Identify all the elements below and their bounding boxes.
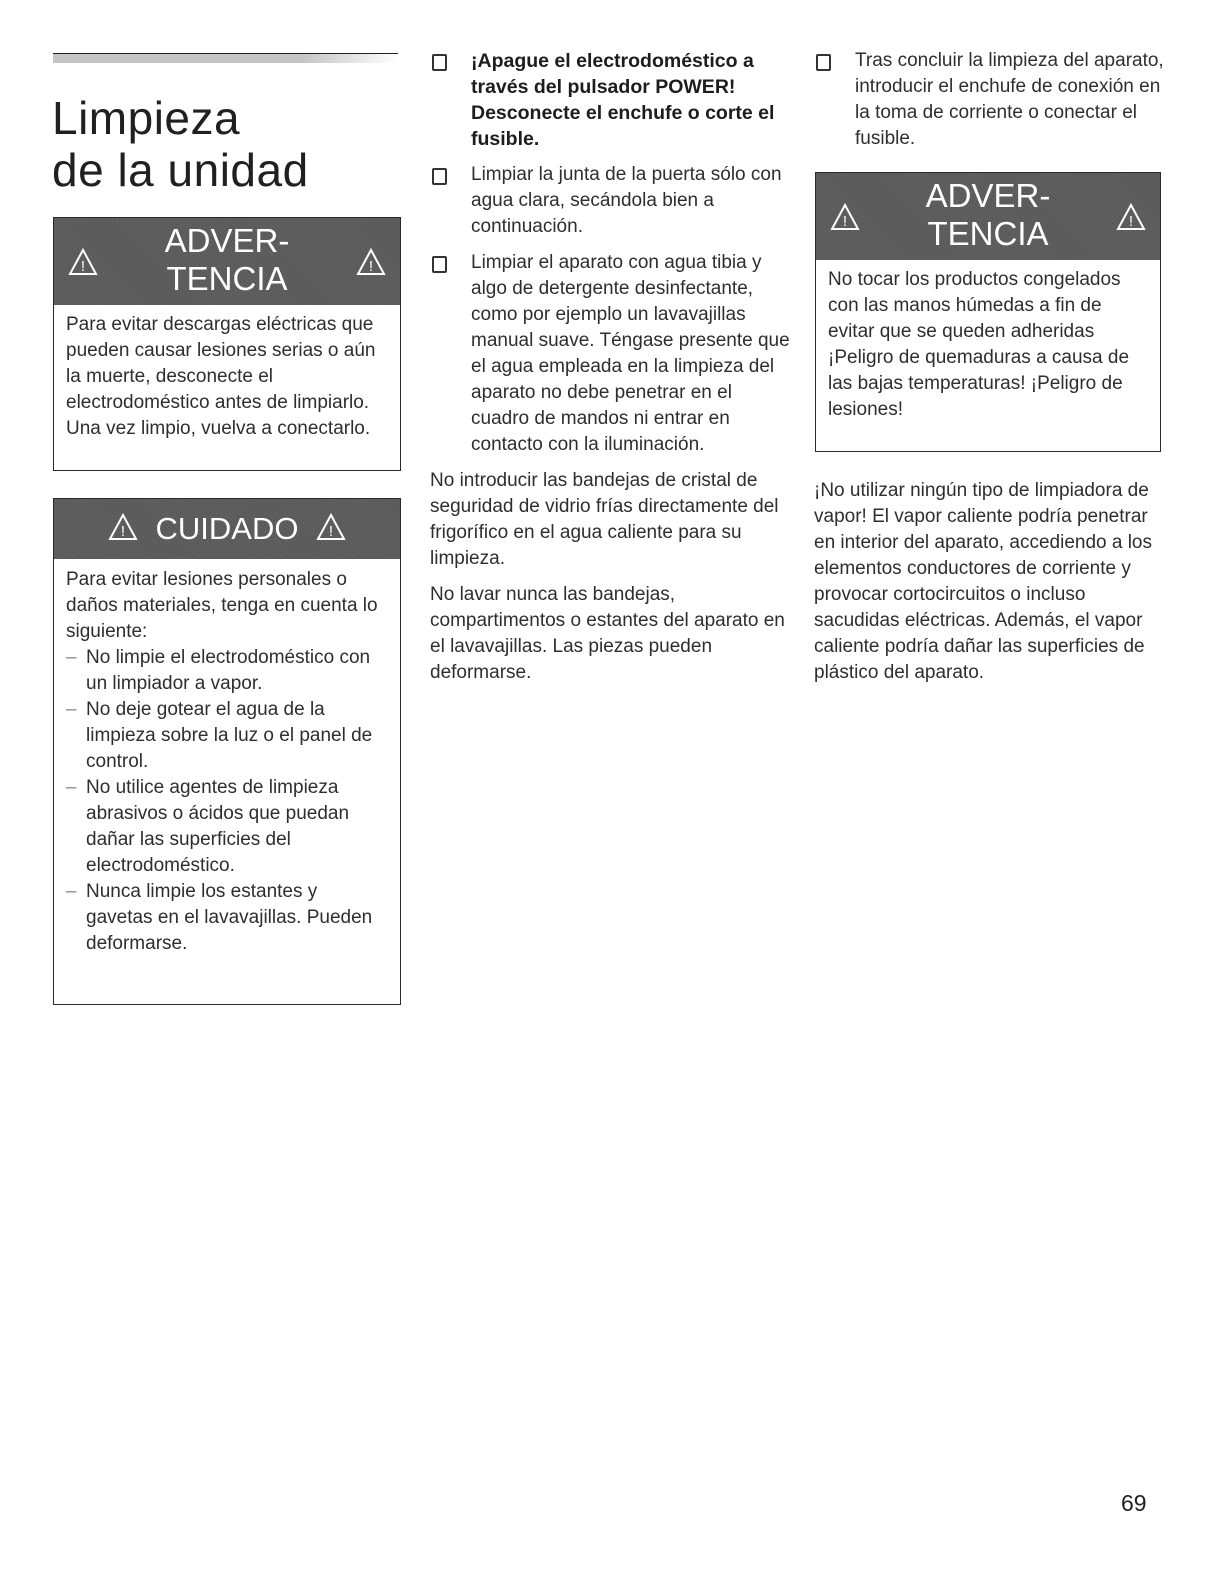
warning-triangle-icon	[316, 513, 346, 541]
svg-text:!: !	[1128, 212, 1134, 230]
warning-text: Para evitar descargas eléctricas que pueden causar lesiones serias o aún la muerte, desconecte el electrodoméstico antes de limpiarlo. Una vez limpio, vuelva a conectarlo.	[66, 314, 376, 439]
warning-header	[816, 173, 1160, 260]
step-item: Tras concluir la limpieza del aparato, introducir el enchufe de conexión en la toma de corriente o conectar el fusible.	[814, 48, 1164, 152]
warning-triangle-icon	[356, 248, 386, 276]
list-item: – Nunca limpie los estantes y gavetas en el lavavajillas. Pueden deformarse.	[66, 881, 373, 954]
caution-box	[53, 498, 401, 1005]
svg-text:!: !	[842, 212, 848, 230]
svg-text:!: !	[120, 523, 125, 540]
title-line-1: Limpieza	[52, 92, 241, 144]
warning-text: No tocar los productos congelados con las manos húmedas a fin de evitar que se queden adheridas ¡Peligro de quemaduras a causa de las bajas temperaturas! ¡Peligro de lesiones!	[828, 269, 1130, 420]
title-line-2: de la unidad	[52, 144, 309, 196]
warning-triangle-icon	[108, 513, 138, 541]
page-title	[52, 92, 309, 196]
checkbox-icon	[432, 168, 447, 185]
list-item: – No limpie el electrodoméstico con un limpiador a vapor.	[66, 647, 371, 694]
caution-intro: Para evitar lesiones personales o daños materiales, tenga en cuenta lo siguiente:	[66, 569, 378, 642]
step-item: Limpiar la junta de la puerta sólo con agua clara, secándola bien a continuación.	[430, 162, 790, 240]
svg-text:!: !	[368, 257, 374, 275]
caution-heading: CUIDADO	[155, 511, 299, 546]
svg-text:!: !	[329, 523, 334, 540]
warning-heading-line-1: ADVER-	[925, 177, 1051, 214]
right-paragraph-block	[814, 478, 1162, 696]
warning-heading-line-2: TENCIA	[166, 260, 288, 297]
warning-header	[54, 218, 400, 305]
warning-heading-line-1: ADVER-	[164, 222, 290, 259]
warning-triangle-icon	[68, 248, 98, 276]
paragraph: ¡No utilizar ningún tipo de limpiadora de vapor! El vapor caliente podría penetrar en interior del aparato, accediendo a los elementos conductores de corriente y provocar cortocircuitos o incluso sacudidas eléctricas. Además, el vapor caliente podría dañar las superficies de plástico del aparato.	[814, 480, 1153, 683]
list-item: – No deje gotear el agua de la limpieza sobre la luz o el panel de control.	[66, 699, 373, 772]
warning-box-left	[53, 217, 401, 471]
warning-body	[54, 305, 400, 448]
svg-text:!: !	[80, 257, 86, 275]
warning-triangle-icon	[830, 203, 860, 231]
warning-box-right	[815, 172, 1161, 452]
list-item: – No utilice agentes de limpieza abrasivos o ácidos que puedan dañar las superficies del electrodoméstico.	[66, 777, 350, 876]
paragraph: No lavar nunca las bandejas, compartimentos o estantes del aparato en el lavavajillas. Las piezas pueden deformarse.	[430, 584, 785, 683]
checkbox-icon	[816, 54, 831, 71]
step-item: ¡Apague el electrodoméstico a través del pulsador POWER! Desconecte el enchufe o corte el fusible.	[430, 48, 790, 152]
page-number: 69	[1121, 1490, 1147, 1516]
step-item: Limpiar el aparato con agua tibia y algo de detergente desinfectante, como por ejemplo un lavavajillas manual suave. Téngase presente que el agua empleada en la limpieza del aparato no debe penetrar en el cuadro de mandos ni entrar en contacto con la iluminación.	[430, 250, 790, 458]
checkbox-icon	[432, 54, 447, 71]
warning-triangle-icon	[1116, 203, 1146, 231]
paragraph: No introducir las bandejas de cristal de seguridad de vidrio frías directamente del frigorífico en el agua caliente para su limpieza.	[430, 470, 779, 569]
right-column	[814, 48, 1164, 162]
checkbox-icon	[432, 256, 447, 273]
warning-body	[816, 260, 1160, 429]
caution-body	[54, 559, 400, 963]
middle-column	[430, 48, 790, 696]
header-rule	[53, 53, 398, 63]
warning-heading-line-2: TENCIA	[927, 215, 1049, 252]
caution-header	[54, 499, 400, 559]
